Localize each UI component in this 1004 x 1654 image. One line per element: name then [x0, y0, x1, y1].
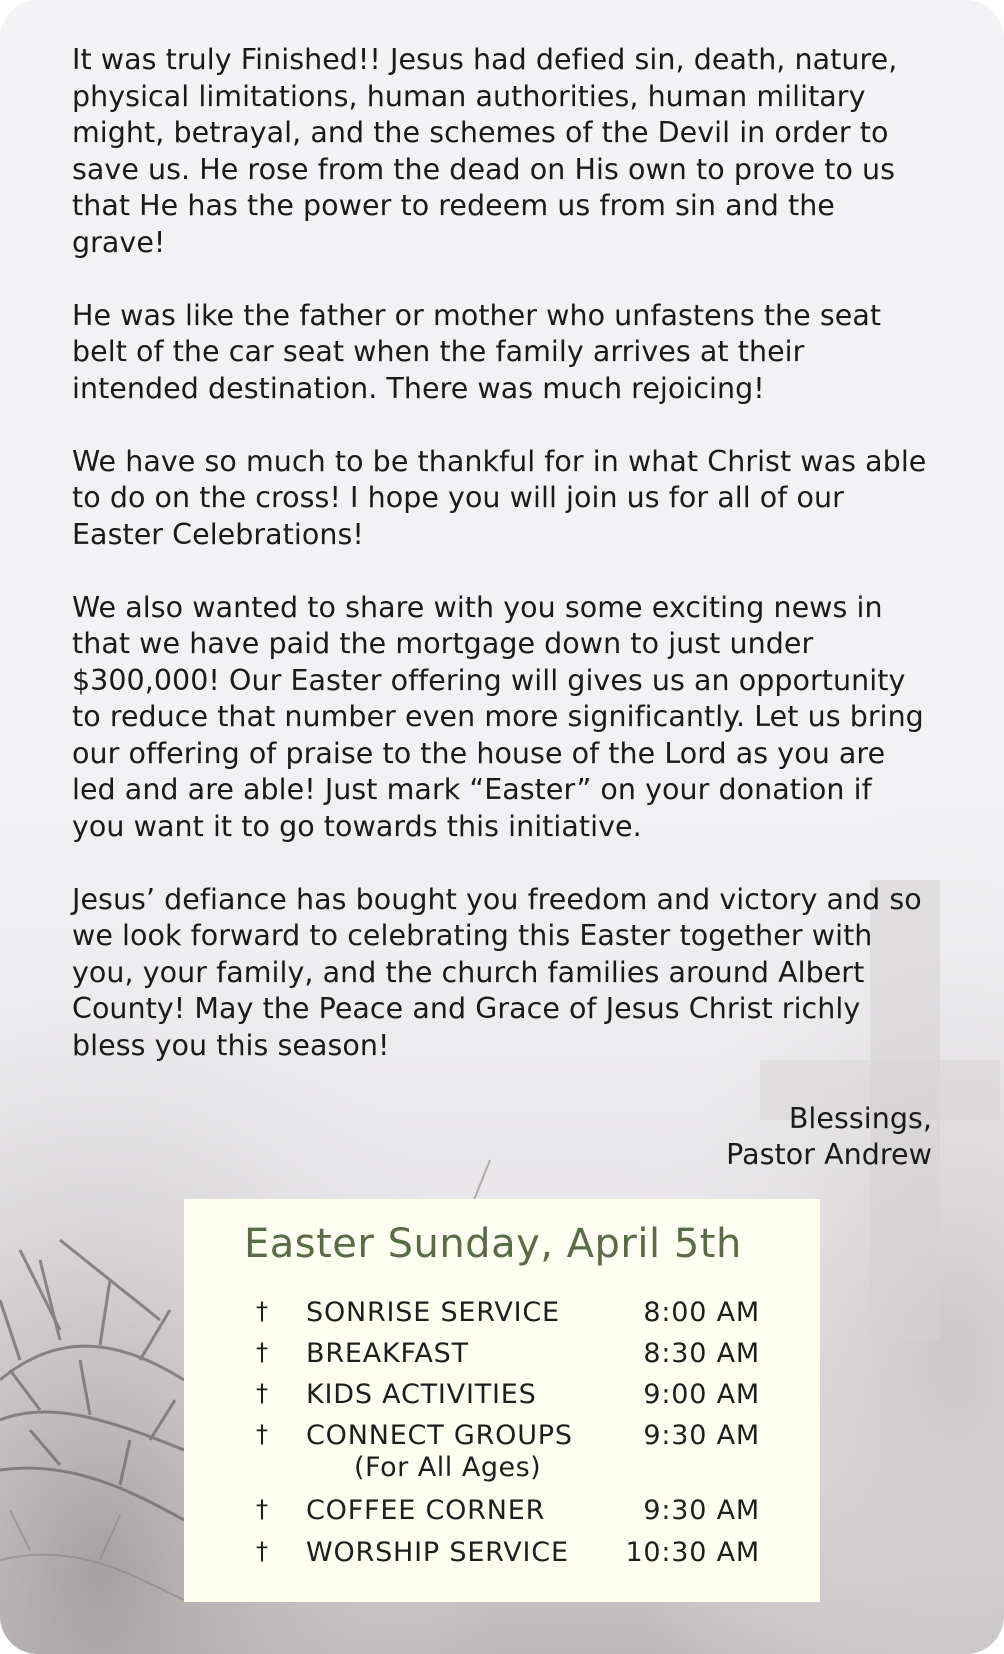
- letter-paragraph: We also wanted to share with you some exciting news in that we have paid the mortgage down to just under $300,000! Our Easter offering will gives us an opportunity to reduce that number even more significantly. Let us bring our offering of praise to the house of the Lord as you are led and are able! Just mark “Easter” on your donation if you want it to go towards this initiative.: [72, 590, 924, 843]
- letter-signature: Pastor Andrew: [726, 1138, 932, 1171]
- event-name: COFFEE CORNER: [306, 1495, 546, 1526]
- letter-paragraph: He was like the father or mother who unfastens the seat belt of the car seat when the family arrives at their intended destination. There was much rejoicing!: [72, 298, 882, 405]
- event-name: CONNECT GROUPS: [306, 1420, 573, 1451]
- event-name: SONRISE SERVICE: [306, 1297, 560, 1328]
- cross-icon: †: [256, 1420, 268, 1448]
- cross-icon: †: [256, 1338, 268, 1366]
- event-name: BREAKFAST: [306, 1338, 469, 1369]
- event-time: 9:30 AM: [643, 1420, 760, 1451]
- schedule-row: [184, 1379, 820, 1419]
- letter-closing: Blessings,: [788, 1101, 932, 1135]
- easter-schedule-box: [184, 1199, 820, 1602]
- event-time: 10:30 AM: [625, 1537, 760, 1568]
- cross-icon: †: [256, 1537, 268, 1565]
- cross-icon: †: [256, 1495, 268, 1523]
- event-time: 8:00 AM: [643, 1297, 760, 1328]
- event-time: 9:00 AM: [643, 1379, 760, 1410]
- event-name: KIDS ACTIVITIES: [306, 1379, 537, 1410]
- letter-paragraph: It was truly Finished!! Jesus had defied sin, death, nature, physical limitations, human authorities, human military might, betrayal, and the schemes of the Devil in order to save us. He rose from the dead on His own to prove to us that He has the power to redeem us from sin and the grave!: [72, 43, 898, 259]
- schedule-row: [184, 1297, 820, 1337]
- event-name: WORSHIP SERVICE: [306, 1537, 569, 1568]
- schedule-row: [184, 1338, 820, 1378]
- event-time: 8:30 AM: [643, 1338, 760, 1369]
- schedule-row: [184, 1537, 820, 1577]
- cross-icon: †: [256, 1379, 268, 1407]
- letter-paragraph: Jesus’ defiance has bought you freedom and victory and so we look forward to celebrating this Easter together with you, your family, and the church families around Albert County! May the Peace and Grace of Jesus Christ richly bless you this season!: [72, 882, 922, 1062]
- letter-paragraph: We have so much to be thankful for in what Christ was able to do on the cross! I hope you will join us for all of our Easter Celebrations!: [72, 444, 927, 551]
- schedule-title: Easter Sunday, April 5th: [244, 1221, 742, 1267]
- cross-icon: †: [256, 1297, 268, 1325]
- event-time: 9:30 AM: [643, 1495, 760, 1526]
- schedule-row: [184, 1495, 820, 1535]
- pastor-letter: [72, 42, 932, 1174]
- schedule-row: [184, 1420, 820, 1492]
- event-note: (For All Ages): [354, 1452, 542, 1483]
